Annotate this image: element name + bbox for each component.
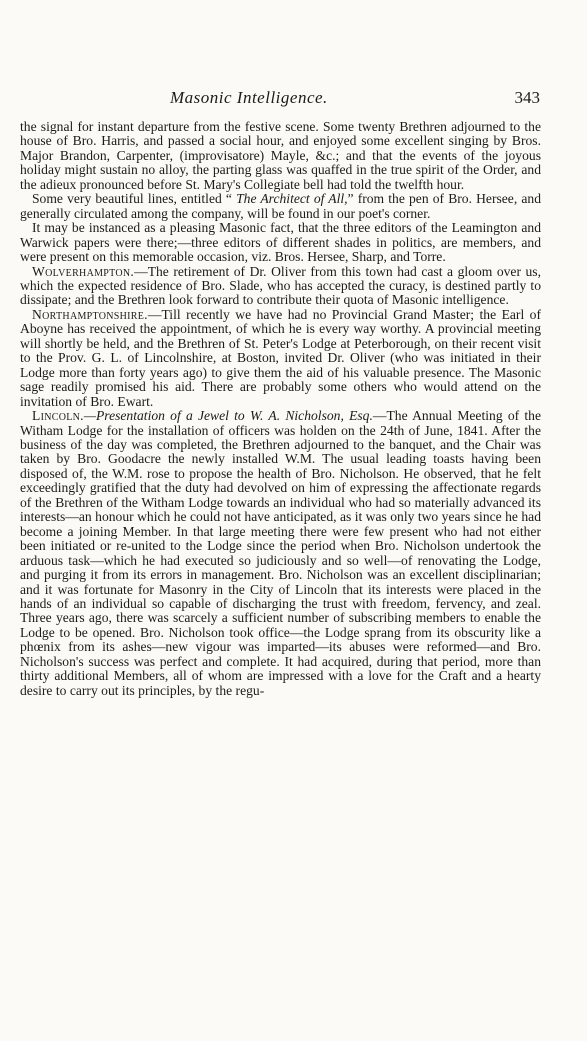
paragraph-wolverhampton <box>20 265 541 308</box>
article-heading: —Presentation of a Jewel to W. A. Nicholson, Esq. <box>83 408 373 424</box>
poem-title: The Architect of All, <box>236 191 348 207</box>
paragraph-text: —Till recently we have had no Provincial Grand Master; the Earl of Aboyne has received the appointment, of which he is every way worthy. A provincial meeting will shortly be held, and the Brethren of St. Peter's Lodge at Peterborough, on their recent visit to the Prov. G. L. of Lincolnshire, at Boston, invited Dr. Oliver (who was initiated in their Lodge more than forty years ago) to give them the aid of his valuable presence. The Masonic sage readily promised his aid. There are probably some others who would attend on the invitation of Bro. Ewart. <box>20 306 541 409</box>
place-heading: Wolverhampton. <box>32 263 135 279</box>
running-title: Masonic Intelligence. <box>170 88 328 107</box>
paragraph-northamptonshire <box>20 308 541 409</box>
paragraph-lincoln <box>20 409 541 698</box>
paragraph-text: ” from the pen of Bro. Hersee, and generally circulated among the company, will be found in our poet's corner. <box>20 191 541 221</box>
place-heading: Northamptonshire. <box>32 306 148 322</box>
page-number: 343 <box>514 88 540 107</box>
paragraph-text: —The Annual Meeting of the Witham Lodge for the installation of officers was holden on the 24th of June, 1841. After the business of the day was completed, the Brethren adjourned to the banquet, and the Chair was taken by Bro. Goodacre the newly installed W.M. The usual leading toasts having been disposed of, the W.M. rose to propose the health of Bro. Nicholson. He observed, that he felt exceedingly gratified that the duty had devolved on him of expressing the affectionate regards of the Brethren of the Witham Lodge towards an individual who had so materially advanced its interests—an honour which he could not have anticipated, as it was only two years since he had become a joining Member. In that large meeting there were few present who had not either been initiated or re-united to the Lodge since the period when Bro. Nicholson undertook the arduous task—which he had executed so judiciously and so well—of renovating the Lodge, and purging it from its errors in management. Bro. Nicholson was an excellent disciplinarian; and it was fortunate for Masonry in the City of Lincoln that its interests were placed in the hands of an individual so capable of discharging the trust with freedom, fervency, and zeal. Three years ago, there was scarcely a sufficient number of subscribing members to enable the Lodge to be opened. Bro. Nicholson took office—the Lodge sprang from its obscurity like a phœnix from its ashes—new vigour was imparted—its abuses were reformed—and Bro. Nicholson's success was perfect and complete. It had acquired, during that period, more than thirty additional Members, all of whom are impressed with a love for the Craft and a hearty desire to carry out its principles, by the regu- <box>20 408 541 698</box>
paragraph-architect-lines <box>20 192 541 221</box>
place-heading: Lincoln. <box>32 408 84 424</box>
body-text <box>20 120 541 698</box>
paragraph-text: Some very beautiful lines, entitled “ <box>32 191 237 207</box>
paragraph-editors: It may be instanced as a pleasing Masonic fact, that the three editors of the Leamington and Warwick papers were there;—three editors of different shades in politics, are members, and were present on this memorable occasion, viz. Bros. Hersee, Sharp, and Torre. <box>20 220 541 265</box>
page-header <box>20 88 540 110</box>
paragraph-text: —The retirement of Dr. Oliver from this town had cast a gloom over us, which the expected residence of Bro. Slade, who has accepted the curacy, is destined partly to dissipate; and the Brethren look forward to contribute their quota of Masonic intelligence. <box>20 263 541 308</box>
paragraph-festive-departure: the signal for instant departure from the festive scene. Some twenty Brethren adjourned to the house of Bro. Harris, and passed a social hour, and enjoyed some excellent singing by Bros. Major Brandon, Carpenter, (improvisatore) Mayle, &c.; and that the events of the joyous holiday might sustain no alloy, the parting glass was quaffed in the true spirit of the Order, and the adieux pronounced before St. Mary's Collegiate bell had told the twelfth hour. <box>20 119 541 192</box>
